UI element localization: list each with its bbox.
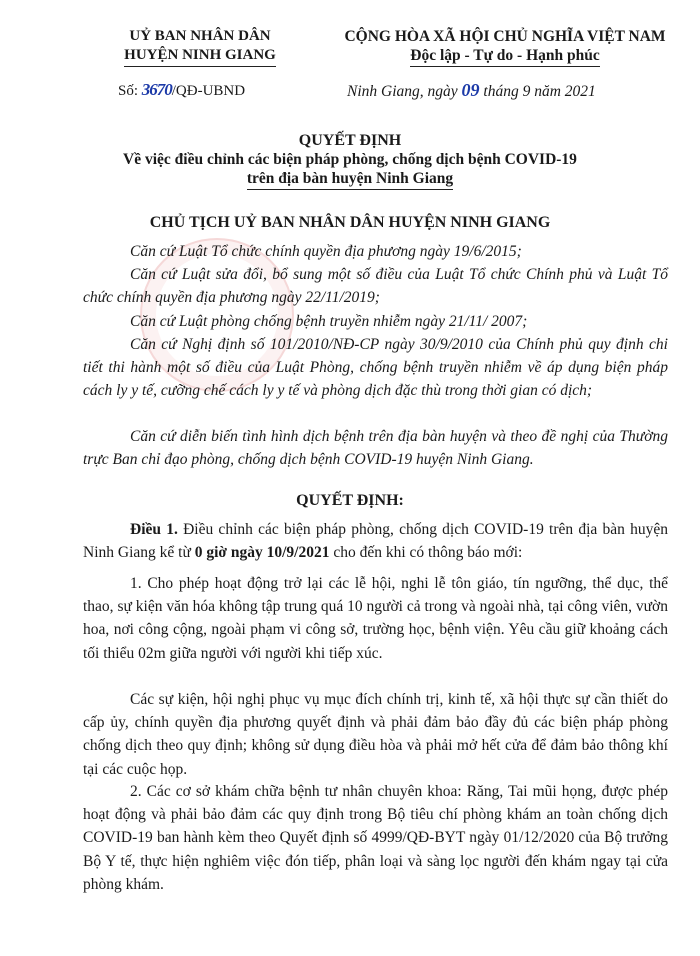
legal-basis-1: Căn cứ Luật Tổ chức chính quyền địa phương ngày 19/6/2015;	[130, 243, 522, 260]
date-prefix: Ninh Giang, ngày	[347, 83, 462, 100]
agency-line-1: UỶ BAN NHÂN DÂN	[129, 28, 271, 44]
document-subject-line-2: trên địa bàn huyện Ninh Giang	[247, 170, 453, 190]
article-1-text-b: cho đến khi có thông báo mới:	[329, 544, 523, 562]
legal-basis-5: Căn cứ diễn biến tình hình dịch bệnh trên địa bàn huyện và theo đề nghị của Thường trực Ban chỉ đạo phòng, chống dịch bệnh COVID-19 huyện Ninh Giang.	[83, 428, 668, 469]
agency-line-2: HUYỆN NINH GIANG	[124, 46, 276, 67]
country-name: CỘNG HÒA XÃ HỘI CHỦ NGHĨA VIỆT NAM	[344, 28, 666, 45]
document-number	[118, 80, 245, 100]
article-1-item-1: 1. Cho phép hoạt động trở lại các lễ hội, nghi lễ tôn giáo, tín ngưỡng, thể dục, thể thao, sự kiện văn hóa không tập trung quá 10 người cả trong và ngoài nhà, tại công viên, vườn hoa, nơi công cộng, ngoài phạm vi công sở, trường học, bệnh viện. Yêu cầu giữ khoảng cách tối thiểu 02m giữa người với người khi tiếp xúc.	[83, 575, 668, 662]
legal-basis-4: Căn cứ Nghị định số 101/2010/NĐ-CP ngày 30/9/2010 của Chính phủ quy định chi tiết thi hành một số điều của Luật Phòng, chống bệnh truyền nhiễm về áp dụng biện pháp cách ly y tế, cưỡng chế cách ly y tế và phòng dịch đặc thù trong thời gian có dịch;	[83, 336, 668, 400]
document-subject-line-2-wrap	[0, 170, 700, 190]
article-1-item-2: 2. Các cơ sở khám chữa bệnh tư nhân chuyên khoa: Răng, Tai mũi họng, được phép hoạt động và phải bảo đảm các quy định trong Bộ tiêu chí phòng khám an toàn chống dịch COVID-19 ban hành kèm theo Quyết định số 4999/QĐ-BYT ngày 01/12/2020 của Bộ trưởng Bộ Y tế, thực hiện nghiêm việc đón tiếp, phân loại và sàng lọc người đến khám ngay tại cửa phòng khám.	[83, 783, 668, 893]
date-suffix: tháng 9 năm 2021	[479, 83, 596, 100]
issuing-agency	[100, 27, 300, 67]
article-1-effective-time: 0 giờ ngày 10/9/2021	[194, 544, 330, 562]
document-number-handwritten: 3670	[141, 80, 172, 99]
motto: Độc lập - Tự do - Hạnh phúc	[410, 46, 599, 67]
legal-basis-2: Căn cứ Luật sửa đổi, bổ sung một số điều của Luật Tổ chức Chính phủ và Luật Tổ chức chính quyền địa phương ngày 22/11/2019;	[83, 266, 668, 307]
decision-heading: QUYẾT ĐỊNH:	[296, 492, 404, 509]
document-number-prefix: Số:	[118, 83, 142, 99]
article-1-item-1-continued: Các sự kiện, hội nghị phục vụ mục đích chính trị, kinh tế, xã hội thực sự cần thiết do cấp ủy, chính quyền địa phương quyết định và phải đảm bảo đầy đủ các biện pháp phòng chống dịch theo quy định; không sử dụng điều hòa và phải mở hết cửa để đảm bảo thông khí tại các cuộc họp.	[83, 691, 668, 778]
document-subject-line-1: Về việc điều chỉnh các biện pháp phòng, chống dịch bệnh COVID-19	[123, 151, 577, 168]
place-date	[347, 80, 596, 101]
date-day-handwritten: 09	[461, 80, 480, 100]
issuing-authority: CHỦ TỊCH UỶ BAN NHÂN DÂN HUYỆN NINH GIANG	[149, 214, 551, 231]
national-motto	[320, 27, 690, 67]
article-1-text-a: Điều chỉnh các biện pháp phòng, chống dịch COVID-19 trên địa bàn huyện Ninh Giang kể từ	[83, 521, 669, 562]
legal-basis-3: Căn cứ Luật phòng chống bệnh truyền nhiễm ngày 21/11/ 2007;	[130, 313, 528, 330]
article-1-label: Điều 1.	[130, 521, 178, 538]
document-number-suffix: /QĐ-UBND	[171, 83, 246, 99]
document-title: QUYẾT ĐỊNH	[298, 132, 402, 149]
article-1	[83, 518, 668, 564]
